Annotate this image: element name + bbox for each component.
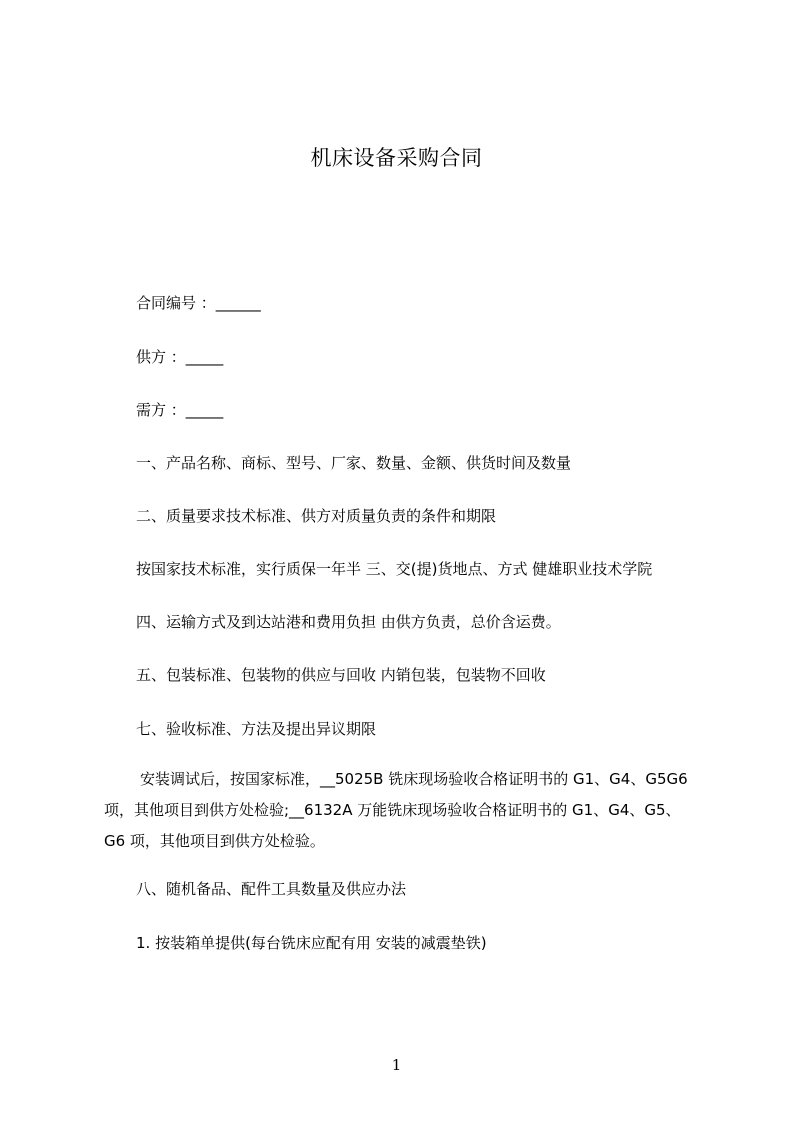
section-5-text: 五、包装标准、包装物的供应与回收 内销包装，包装物不回收 (136, 666, 546, 684)
section-8-heading: 八、随机备品、配件工具数量及供应办法 (136, 880, 407, 898)
buyer-field: 需方 ：_____ (136, 401, 224, 419)
section-7-body (104, 764, 704, 857)
document-title: 机床设备采购合同 (310, 146, 483, 170)
section-7-heading: 七、验收标准、方法及提出异议期限 (136, 720, 377, 738)
section-1-heading: 一、产品名称、商标、型号、厂家、数量、金额、供货时间及数量 (136, 454, 572, 472)
contract-number-field: 合同编号 ：______ (136, 294, 261, 312)
section-2-body: 按国家技术标准，实行质保一年半 三、交(提)货地点、方式 健雄职业技术学院 (136, 560, 653, 578)
section-2-heading: 二、质量要求技术标准、供方对质量负责的条件和期限 (136, 507, 497, 525)
section-7-body-line-2: 项，其他项目到供方处检验;__6132A 万能铣床现场验收合格证明书的 G1、G4、G5、 (104, 801, 681, 819)
section-4-text: 四、运输方式及到达站港和费用负担 由供方负责，总价含运费。 (136, 613, 561, 631)
section-7-body-line-3: G6 项，其他项目到供方处检验。 (104, 832, 325, 850)
section-8-item-1: 1. 按装箱单提供(每台铣床应配有用 安装的减震垫铁) (136, 934, 487, 952)
section-7-body-line-1: 安装调试后，按国家标准，__5025B 铣床现场验收合格证明书的 G1、G4、G5G6 (140, 770, 688, 788)
supplier-field: 供方 ：_____ (136, 348, 224, 366)
page-number: 1 (391, 1056, 402, 1074)
